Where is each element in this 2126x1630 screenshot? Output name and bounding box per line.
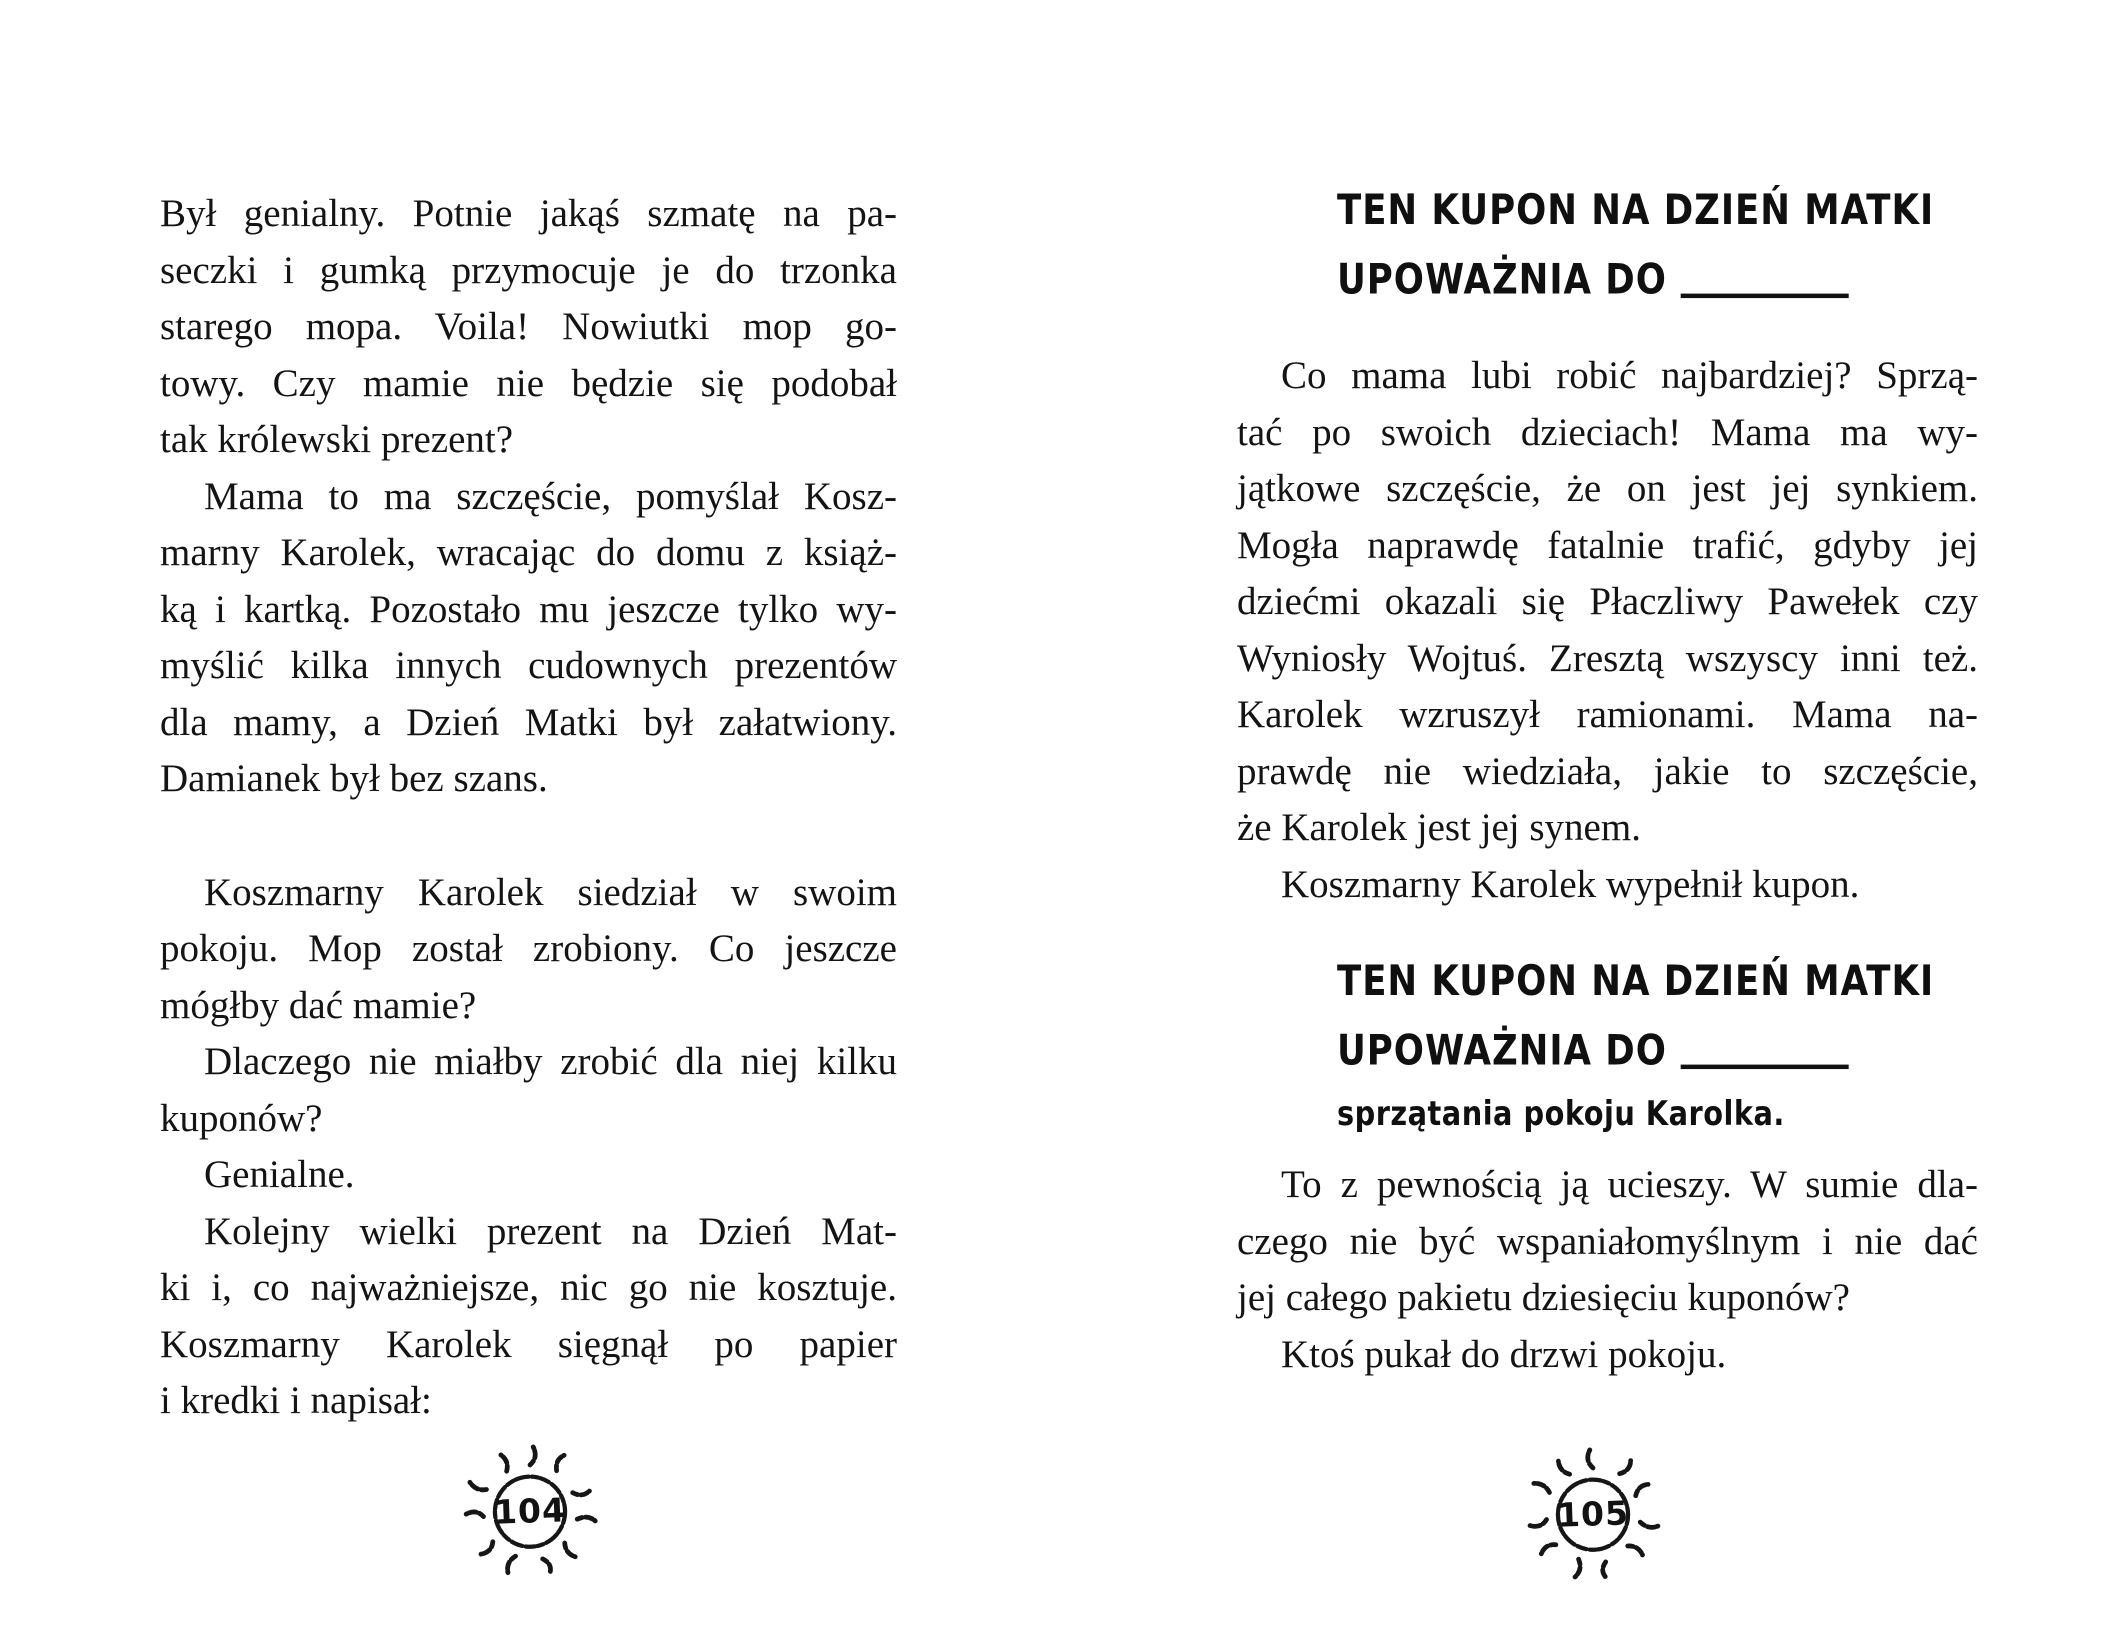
text-line: i kredki i napisał: (160, 1379, 432, 1422)
text-line: tać po swoich dzieciach! Mama ma wy- (1237, 410, 1978, 454)
left-page-text-column (160, 186, 897, 1430)
blank-underline (1680, 1065, 1848, 1069)
text-line: że Karolek jest jej synem. (1237, 806, 1641, 849)
coupon-title-line: TEN KUPON NA DZIEŃ MATKI (1337, 186, 1935, 235)
text-line: dla mamy, a Dzień Matki był załatwiony. (160, 700, 897, 744)
text-line: jątkowe szczęście, że on jest jej synkiem. (1237, 467, 1978, 510)
section-gap (1237, 913, 1978, 947)
coupon-card-filled (1337, 947, 1952, 1144)
text-line: pokoju. Mop został zrobiony. Co jeszcze (160, 927, 897, 970)
text-line: Mogła naprawdę fatalnie trafić, gdyby jej (1237, 523, 1978, 567)
coupon-handwritten-entry: sprzątania pokoju Karolka. (1337, 1094, 1785, 1135)
right-page-text-column (1237, 176, 1978, 1383)
text-line: To z pewnością ją ucieszy. W sumie dla- (1281, 1163, 1978, 1206)
page-number-sun-left (445, 1437, 615, 1597)
text-line: ki i, co najważniejsze, nic go nie kosztuje. (160, 1266, 897, 1309)
text-line: czego nie być wspaniałomyślnym i nie dać (1237, 1219, 1978, 1263)
text-line: Mama to ma szczęście, pomyślał Kosz- (204, 474, 897, 518)
coupon-title-line: TEN KUPON NA DZIEŃ MATKI (1337, 957, 1935, 1006)
text-line: Koszmarny Karolek sięgnął po papier (160, 1322, 897, 1366)
text-line: towy. Czy mamie nie będzie się podobał (160, 361, 897, 405)
blank-underline (1680, 294, 1848, 298)
text-line: Wyniosły Wojtuś. Zresztą wszyscy inni też. (1237, 636, 1978, 680)
page-number-sun-right (1508, 1440, 1678, 1600)
coupon-card-top (1337, 176, 1952, 315)
text-line: dziećmi okazali się Płaczliwy Pawełek czy (1237, 580, 1978, 623)
text-line: Ktoś pukał do drzwi pokoju. (1281, 1332, 1727, 1376)
coupon-authorizes-line (1337, 1016, 1952, 1085)
coupon-authorizes-line (1337, 245, 1952, 314)
text-line: Był genialny. Potnie jakąś szmatę na pa- (160, 192, 897, 235)
text-line: prawdę nie wiedziała, jakie to szczęście, (1237, 749, 1978, 793)
page-number: 105 (1556, 1492, 1630, 1535)
text-line: starego mopa. Voila! Nowiutki mop go- (160, 305, 897, 348)
text-line: Kolejny wielki prezent na Dzień Mat- (204, 1209, 897, 1253)
coupon-authorizes-text: UPOWAŻNIA DO (1337, 1026, 1667, 1075)
text-line: marny Karolek, wracając do domu z książ- (160, 531, 897, 574)
text-line: Genialne. (204, 1153, 355, 1196)
text-line: mógłby dać mamie? (160, 983, 477, 1027)
text-line: tak królewski prezent? (160, 418, 514, 461)
text-line: jej całego pakietu dziesięciu kuponów? (1237, 1276, 1850, 1319)
text-line: seczki i gumką przymocuje je do trzonka (160, 248, 897, 292)
text-line: Damianek był bez szans. (160, 757, 548, 800)
text-line: kuponów? (160, 1096, 323, 1140)
coupon-authorizes-text: UPOWAŻNIA DO (1337, 255, 1667, 304)
text-line: Koszmarny Karolek siedział w swoim (204, 870, 897, 914)
paragraph-gap (160, 808, 897, 865)
text-line: Karolek wzruszył ramionami. Mama na- (1237, 693, 1978, 736)
page-number: 104 (493, 1489, 567, 1532)
text-line: Koszmarny Karolek wypełnił kupon. (1281, 862, 1860, 906)
text-line: Co mama lubi robić najbardziej? Sprzą- (1281, 354, 1978, 397)
text-line: ką i kartką. Pozostało mu jeszcze tylko wy- (160, 587, 897, 631)
text-line: myślić kilka innych cudownych prezentów (160, 644, 897, 687)
text-line: Dlaczego nie miałby zrobić dla niej kilku (204, 1040, 897, 1083)
